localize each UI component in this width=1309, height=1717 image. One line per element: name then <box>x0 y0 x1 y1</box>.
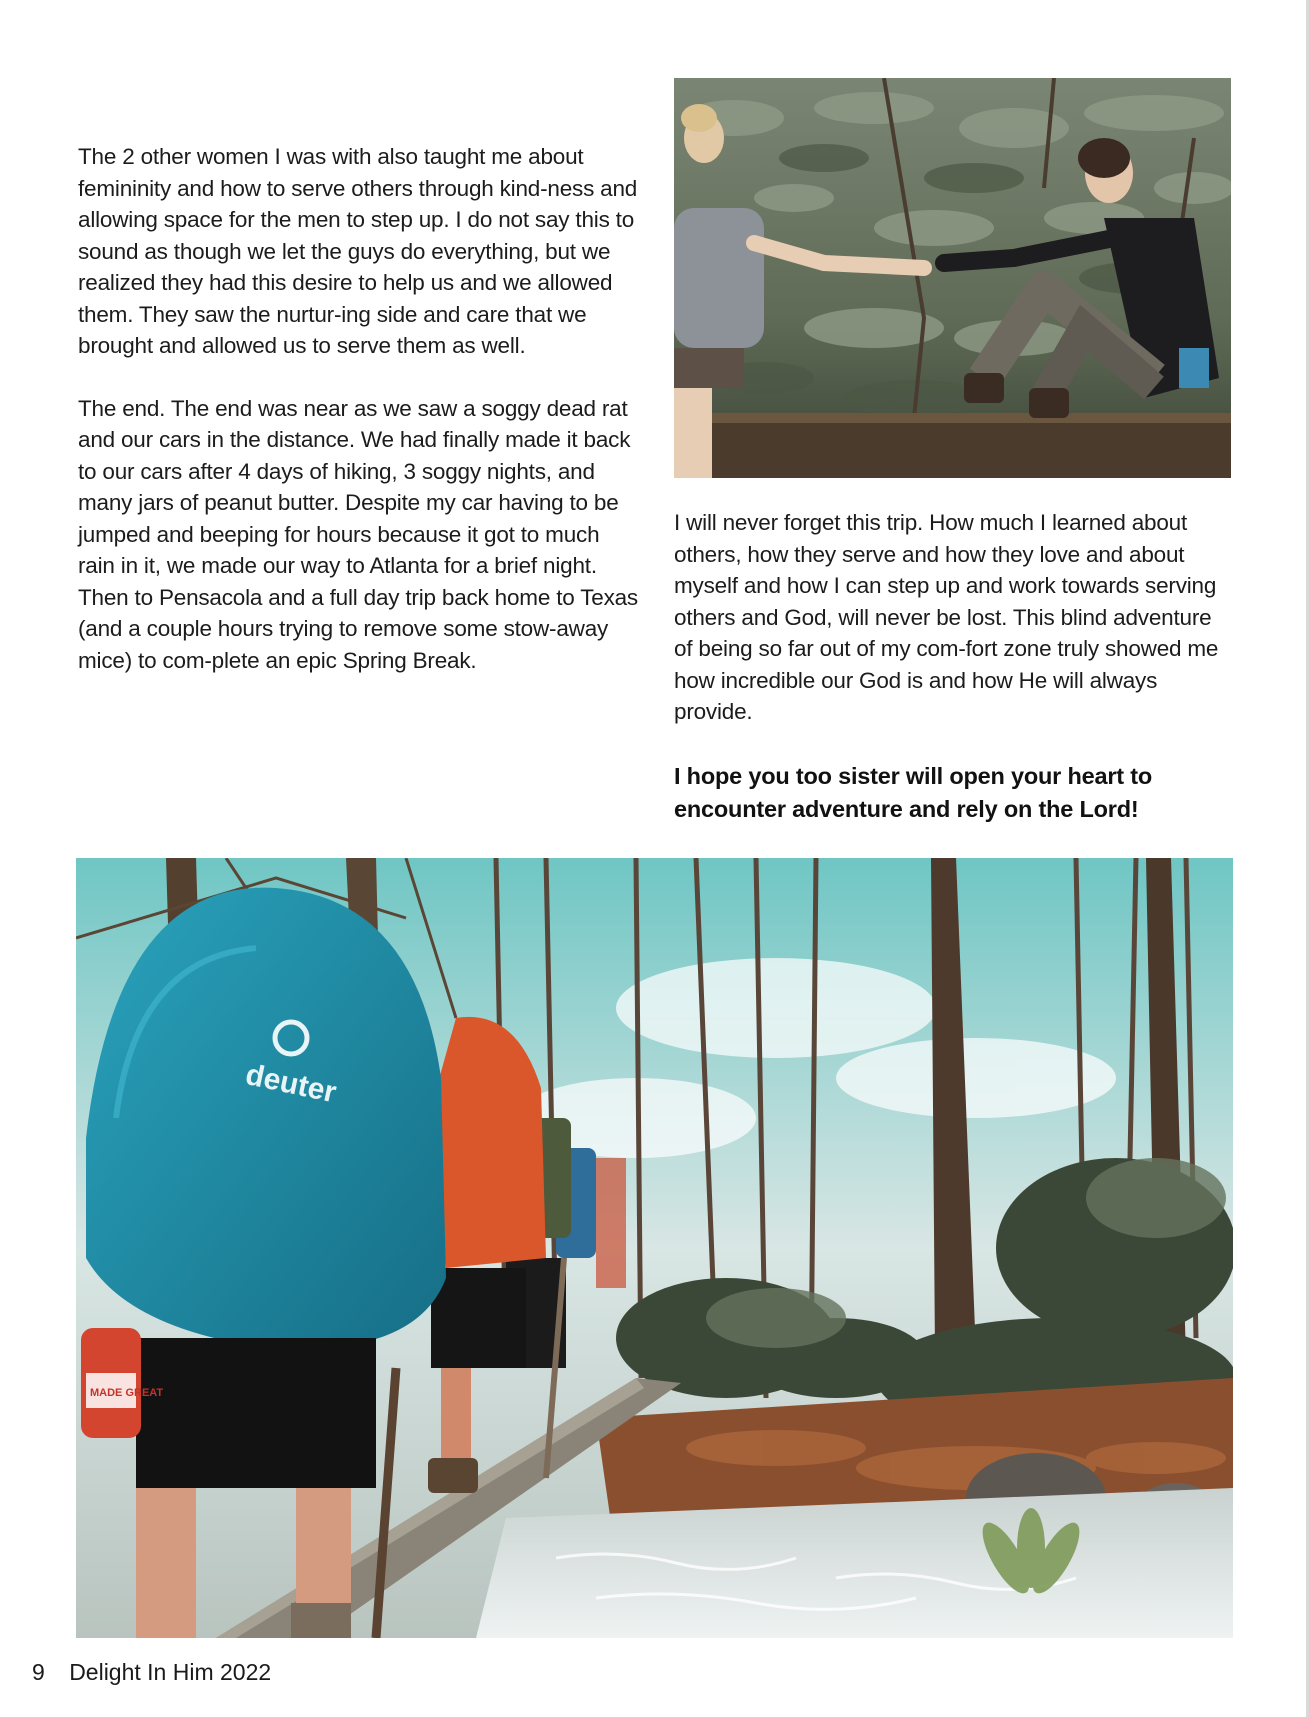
photo-hands-illustration <box>674 78 1231 478</box>
publication-title: Delight In Him 2022 <box>69 1659 272 1685</box>
photo-trail-illustration <box>76 858 1233 1638</box>
closing-statement: I hope you too sister will open your heart to encounter adventure and rely on the Lord! <box>674 762 1153 822</box>
body-paragraph: The 2 other women I was with also taught me about femininity and how to serve others through kind-ness and allowing space for the men to step up. I do not say this to sound as though we let the guys do everything, but we realized they had this desire to help us and we allowed them. They saw the nurtur-ing side and care that we brought and allowed us to serve them as well. <box>78 144 638 358</box>
photo-women-holding-hands <box>674 78 1231 478</box>
body-paragraph: The end. The end was near as we saw a soggy dead rat and our cars in the distance. We had finally made it back to our cars after 4 days of hiking, 3 soggy nights, and many jars of peanut butter. Despite my car having to be jumped and beeping for hours because it got to much rain in it, we made our way to Atlanta for a brief night. Then to Pensacola and a full day trip back home to Texas (and a couple hours trying to remove some stow-away mice) to com-plete an epic Spring Break. <box>78 395 638 673</box>
page-footer <box>32 1659 271 1686</box>
page-number: 9 <box>32 1659 45 1685</box>
left-text-column <box>78 141 638 676</box>
photo-hikers-log-bridge <box>76 858 1233 1638</box>
backpack-brand-text: deuter <box>242 1058 340 1110</box>
bottle-label-text: MADE GREAT <box>90 1387 164 1399</box>
body-paragraph: I will never forget this trip. How much I learned about others, how they serve and how they love and about myself and how I can step up and work towards serving others and God, will never be lost. This blind adventure of being so far out of my com-fort zone truly showed me how incredible our God is and how He will always provide. <box>674 510 1219 724</box>
right-text-column <box>674 507 1234 826</box>
